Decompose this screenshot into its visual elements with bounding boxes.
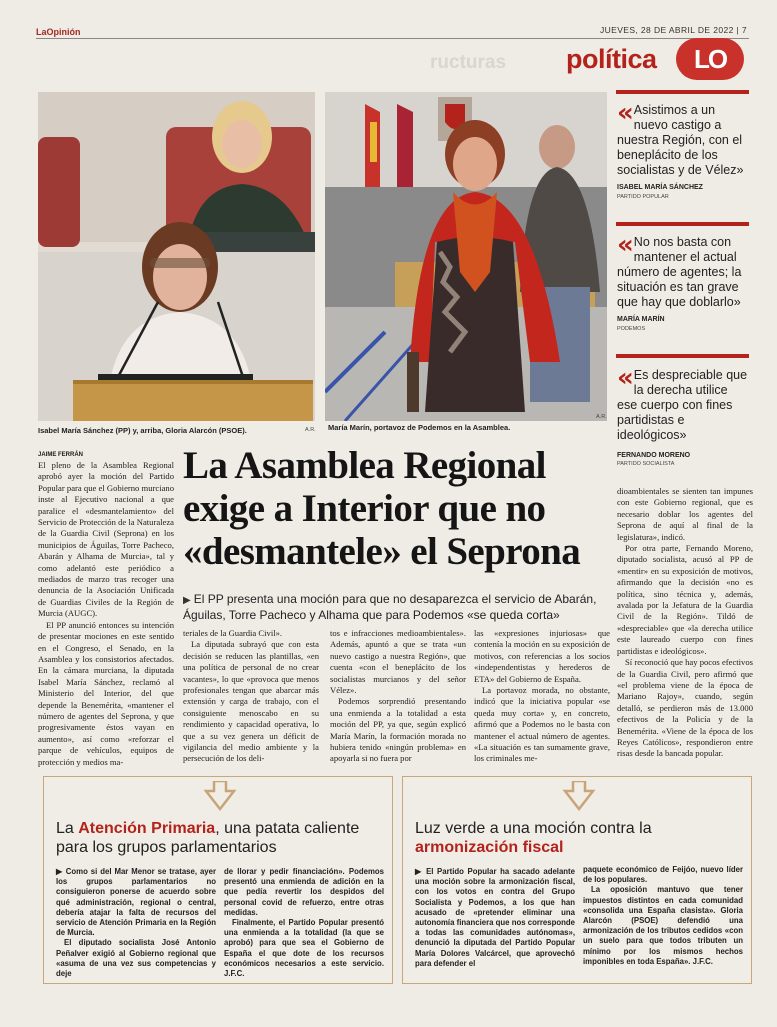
paragraph xyxy=(56,867,216,938)
paragraph: de llorar y pedir financiación». Podemos presentó una enmienda de adición en la que pedía revertir los despidos del personal covid de refuerzo, entre otras medidas. xyxy=(224,867,384,917)
article-column-4 xyxy=(474,628,610,765)
dateline: JUEVES, 28 DE ABRIL DE 2022 | 7 xyxy=(599,25,747,35)
box-paragraph-text: El Partido Popular ha sacado adelante una moción sobre la armonización fiscal, con los votos en contra del Grupo Socialista y Podemos, a los que han acusado de «pretender eliminar una autonomía financiera que nos corresponde a todas las comunidades autónomas», denunció la diputada del Partido Popular María Dolores Valcárcel, que aprovechó para defender el xyxy=(415,867,575,968)
paragraph: La portavoz morada, no obstante, indicó que la iniciativa popular «se queda muy corta» y, en concreto, afirmó que a Podemos no le basta con mantener el actual número de agentes. «La situación es tan sumamente grave, los criminales me- xyxy=(474,685,610,764)
box-headline-bold: Atención Primaria xyxy=(78,820,216,837)
paragraph: teriales de la Guardia Civil». xyxy=(183,628,283,638)
paragraph: las «expresiones injuriosas» que contenía la moción en su exposición de motivos, con referencias a los socios «independentistas y herederos de ETA» del Gobierno de España. xyxy=(474,628,610,684)
article-column-2 xyxy=(183,628,319,765)
paragraph: tos e infracciones medioambientales». Además, apuntó a que se trata «un nuevo castigo a nuestra Región», que cuenta «con el beneplácito de los socialistas murcianos y del señor Vélez». xyxy=(330,628,466,696)
paragraph: Por otra parte, Fernando Moreno, diputado socialista, acusó al PP de «mentir» en su exposición de motivos, afirmando que la decisión «no es política, sino técnica y, además, avalada por la Jefatura de la Guardia Civil de la Región». Tildó de «despreciable» que «la derecha utilice este laureado cuerpo con fines partidistas e ideológicos». xyxy=(617,543,753,656)
play-arrow-icon: ▶ xyxy=(415,867,427,876)
arrow-down-icon xyxy=(202,781,238,811)
quote-rule xyxy=(616,222,749,226)
quote-3-text: Es despreciable que la derecha utilice ese cuerpo con fines partidistas e ideológicos» xyxy=(617,368,748,442)
paragraph: La diputada subrayó que con esta decisión se reducen las plantillas, «en una política de personal de no crear vacantes», lo que «provoca que menos profesionales tengan que abarcar más extensión y carga de trabajo, con el consiguiente menoscabo en su rendimiento y capacidad operativa, lo que a su vez genera un déficit de vigilancia del medio ambiente y la persecución de los deli- xyxy=(183,639,319,764)
quote-2-author: MARÍA MARÍN xyxy=(617,316,665,323)
box-column-2 xyxy=(224,867,384,979)
article-column-1 xyxy=(38,460,174,768)
sidebar-box-atencion-primaria xyxy=(43,776,393,984)
box-paragraph-text: Como si del Mar Menor se tratase, ayer los grupos parlamentarios no consiguieron ponerse de acuerdo sobre qué administración, regional o central, debería atajar la falta de recursos del servicio de Atención Primaria en la Región de Murcia. xyxy=(56,867,216,938)
box-headline xyxy=(415,819,715,857)
photo-caption-right: María Marín, portavoz de Podemos en la Asamblea. xyxy=(328,423,511,432)
byline: JAIME FERRÁN xyxy=(38,452,84,458)
box-headline-bold: armonización fiscal xyxy=(415,839,564,856)
quote-3 xyxy=(617,363,751,443)
article-column-3 xyxy=(330,628,466,765)
quote-1-text: Asistimos a un nuevo castigo a nuestra Región, con el beneplácito de los socialistas y de Vélez» xyxy=(617,103,744,177)
arrow-down-icon xyxy=(561,781,597,811)
photo-marin xyxy=(325,92,607,421)
article-column-5 xyxy=(617,486,753,760)
quote-rule xyxy=(616,90,749,94)
box-headline-post: , una patata caliente para los grupos parlamentarios xyxy=(56,820,360,856)
quote-1-author: ISABEL MARÍA SÁNCHEZ xyxy=(617,184,703,191)
photo-sanchez-alarcon-illustration xyxy=(38,92,315,421)
box-column-1 xyxy=(415,867,575,969)
quote-1-party: PARTIDO POPULAR xyxy=(617,194,669,200)
section-title: política xyxy=(566,44,657,74)
photo-sanchez-alarcon xyxy=(38,92,315,421)
paragraph: paquete económico de Feijóo, nuevo líder de los populares. xyxy=(583,865,743,885)
sidebar-box-armonizacion-fiscal xyxy=(402,776,752,984)
paragraph xyxy=(415,867,575,969)
quote-rule xyxy=(616,354,749,358)
quote-3-party: PARTIDO SOCIALISTA xyxy=(617,461,675,467)
quote-3-author: FERNANDO MORENO xyxy=(617,452,691,459)
quote-mark-icon: « xyxy=(617,230,631,260)
quote-1 xyxy=(617,98,751,178)
box-headline-pre: Luz verde a una moción contra la xyxy=(415,820,652,837)
paragraph: El PP anunció entonces su intención de presentar mociones en este sentido en el Congreso, el Senado, en la Asamblea y los consistorios afectados. En la cámara murciana, la diputada Isabel María Sánchez, reclamó al Ministerio del Interior, del que depende la Benemérita, «mantener el número de agentes del Seprona, y que progresivamente éstos vayan en aumento», así como «reforzar el parque de vehículos, equipos de protección y medios ma- xyxy=(38,619,174,767)
box-headline xyxy=(56,819,376,857)
box-column-1 xyxy=(56,867,216,979)
section-logo xyxy=(676,38,744,80)
section-logo-text: LO xyxy=(693,43,727,74)
photo-credit-left: A.R. xyxy=(305,427,316,433)
paragraph: Podemos sorprendió presentando una enmienda a la totalidad a esta moción del PP, ya que, según explicó María Marín, la formación morada no hubiera tenido «ningún problema» en apoyarla si no fuera por xyxy=(330,696,466,764)
photo-credit-right: A.R. xyxy=(596,414,607,420)
quote-mark-icon: « xyxy=(617,363,631,393)
photo-marin-illustration xyxy=(325,92,607,421)
quote-2-party: PODEMOS xyxy=(617,326,646,332)
headline: La Asamblea Regional exige a Interior que no «desmantele» el Seprona xyxy=(183,444,581,573)
photo-caption-left: Isabel María Sánchez (PP) y, arriba, Gloria Alarcón (PSOE). xyxy=(38,426,247,435)
box-column-2 xyxy=(583,865,743,967)
box-headline-pre: La xyxy=(56,820,79,837)
header-rule xyxy=(36,38,749,39)
paragraph: dioambientales se sienten tan impunes con este Gobierno regional, que es necesario doblar los agentes del Seprona de aquí al final de la legislatura», indicó. xyxy=(617,486,753,542)
paragraph: El pleno de la Asamblea Regional aprobó ayer la moción del Partido Popular para que el Gobierno murciano inste al Ejecutivo nacional a que paralice el «desmantelamiento» del Servicio de Protección de la Naturaleza de la Guardia Civil (Seprona) en los municipios de Águilas, Torre Pacheco, Abarán y Alhama de Murcia», tal y como adelantó este periódico a mediados de marzo tras recoger una denuncia de la Asociación Unificada de Guardias Civiles de la Región de Murcia (AUGC). xyxy=(38,460,174,619)
paragraph: El diputado socialista José Antonio Peñalver exigió al Gobierno regional que «asuma de una vez sus competencias y deje xyxy=(56,938,216,979)
ghost-text: ructuras xyxy=(430,52,507,73)
play-arrow-icon: ▶ xyxy=(183,595,191,606)
dek xyxy=(183,592,603,623)
paragraph: Finalmente, el Partido Popular presentó una enmienda a la totalidad (la que se aprobó) para que sea el Gobierno de España el que dote de los recursos económicos necesarios a este servicio. J.F.C. xyxy=(224,918,384,979)
dek-text: El PP presenta una moción para que no desaparezca el servicio de Abarán, Águilas, Torre Pacheco y Alhama que para Podemos «se queda corta» xyxy=(183,592,597,622)
play-arrow-icon: ▶ xyxy=(56,867,66,876)
quote-2 xyxy=(617,230,751,310)
newspaper-brand: LaOpinión xyxy=(36,27,81,37)
paragraph: Sí reconoció que hay pocos efectivos de la Guardia Civil, pero afirmó que «el problema viene de la época de Mariano Rajoy», cuando, según detalló, se perdieron más de 13.000 efectivos de la Policía y de la Benemérita. «Viene de la época de los Reyes Católicos», respondieron entre risas desde la bancada popular. xyxy=(617,657,753,759)
paragraph: La oposición mantuvo que tener impuestos distintos en cada comunidad «consolida una España clasista». Gloria Alarcón (PSOE) defendió una armonización de los tributos cedidos «con un suelo para que todos tributen un mínimo por los mismos hechos imponibles en toda España». J.F.C. xyxy=(583,885,743,966)
quote-mark-icon: « xyxy=(617,98,631,128)
quote-2-text: No nos basta con mantener el actual número de agentes; la situación es tan grave que hay que doblarlo» xyxy=(617,235,742,309)
